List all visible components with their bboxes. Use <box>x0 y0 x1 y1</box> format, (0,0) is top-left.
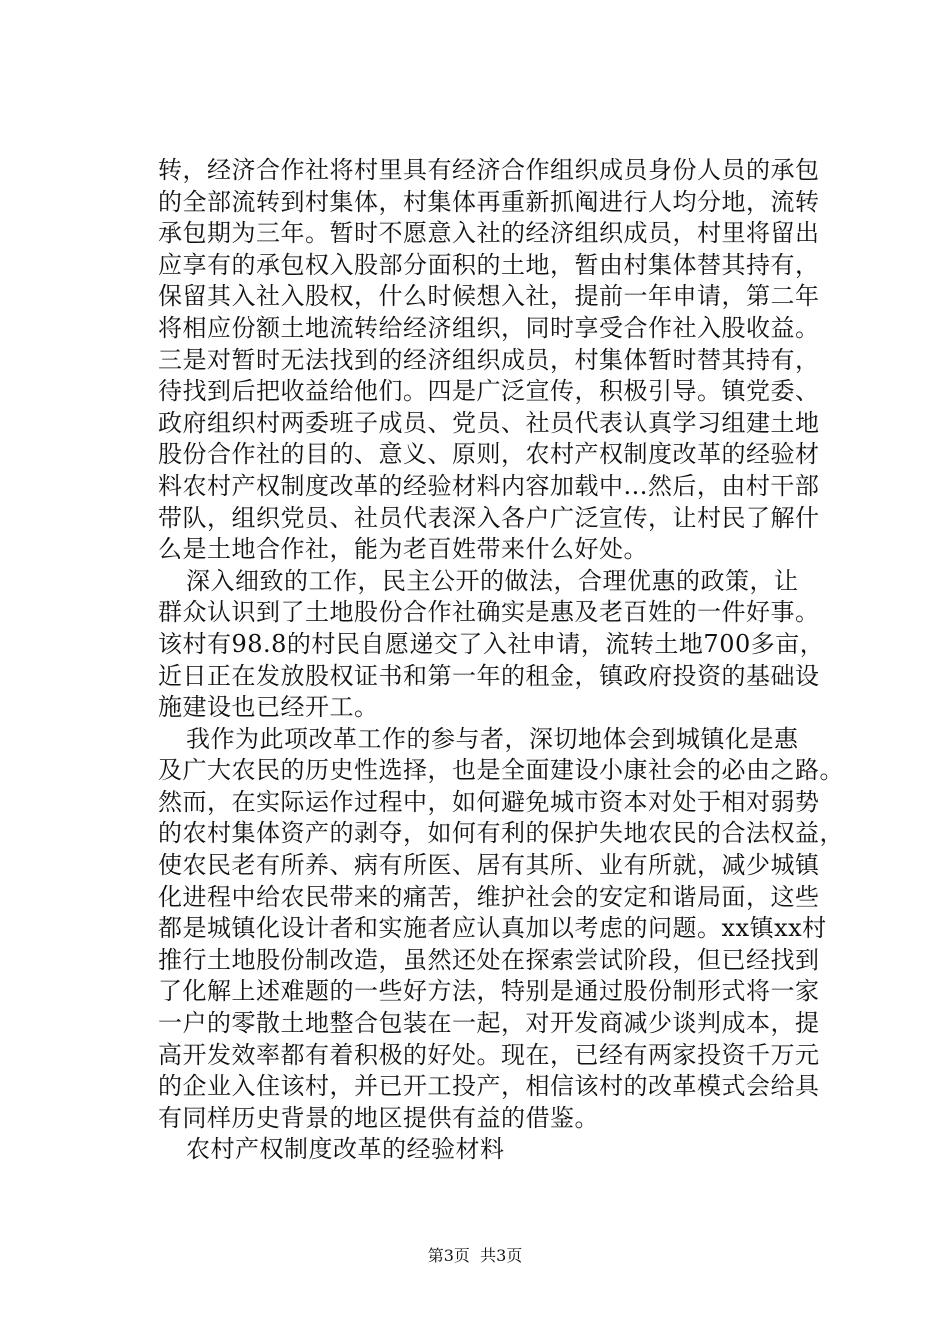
text-line: 的企业入住该村，并已开工投产，相信该村的改革模式会给具 <box>158 1072 820 1101</box>
text-line: 股份合作社的目的、意义、原则，农村产权制度改革的经验材 <box>158 440 820 469</box>
text-line: 施建设也已经开工。 <box>158 693 379 722</box>
text-line: 的农村集体资产的剥夺，如何有利的保护失地农民的合法权益， <box>158 819 844 848</box>
text-line: 将相应份额土地流转给经济组织，同时享受合作社入股收益。 <box>158 313 820 342</box>
paragraph <box>158 724 844 1135</box>
text-line: 应享有的承包权入股部分面积的土地，暂由村集体替其持有， <box>158 250 820 279</box>
text-line: 的全部流转到村集体，村集体再重新抓阄进行人均分地，流转 <box>158 187 820 216</box>
text-line: 推行土地股份制改造，虽然还处在探索尝试阶段，但已经找到 <box>158 945 820 974</box>
text-line: 深入细致的工作，民主公开的做法，合理优惠的政策，让 <box>186 566 799 595</box>
paragraph <box>158 155 820 566</box>
text-line: 转，经济合作社将村里具有经济合作组织成员身份人员的承包 <box>158 156 820 184</box>
text-line: 我作为此项改革工作的参与者，深切地体会到城镇化是惠 <box>186 724 799 753</box>
text-line: 及广大农民的历史性选择，也是全面建设小康社会的必由之路。 <box>158 756 844 785</box>
body-text <box>158 155 844 1166</box>
text-line: 高开发效率都有着积极的好处。现在，已经有两家投资千万元 <box>158 1040 820 1069</box>
text-line: 近日正在发放股权证书和第一年的租金，镇政府投资的基础设 <box>158 661 820 690</box>
text-line: 都是城镇化设计者和实施者应认真加以考虑的问题。xx镇xx村 <box>158 914 827 943</box>
text-line: 保留其入社入股权，什么时候想入社，提前一年申请，第二年 <box>158 282 820 311</box>
text-line: 化进程中给农民带来的痛苦，维护社会的安定和谐局面，这些 <box>158 882 820 911</box>
text-line: 农村产权制度改革的经验材料 <box>186 1135 505 1164</box>
text-line: 么是土地合作社，能为老百姓带来什么好处。 <box>158 535 648 564</box>
page-footer: 第3页 共3页 <box>427 1246 523 1265</box>
text-line: 了化解上述难题的一些好方法，特别是通过股份制形式将一家 <box>158 977 820 1006</box>
text-line: 带队，组织党员、社员代表深入各户广泛宣传，让村民了解什 <box>158 503 820 532</box>
text-line: 待找到后把收益给他们。四是广泛宣传，积极引导。镇党委、 <box>158 377 820 406</box>
text-line: 料农村产权制度改革的经验材料内容加载中...然后，由村干部 <box>158 471 820 500</box>
paragraph <box>158 566 825 724</box>
text-line: 群众认识到了土地股份合作社确实是惠及老百姓的一件好事。 <box>158 598 820 627</box>
text-line: 承包期为三年。暂时不愿意入社的经济组织成员，村里将留出 <box>158 219 820 248</box>
text-line: 政府组织村两委班子成员、党员、社员代表认真学习组建土地 <box>158 408 820 437</box>
text-line: 然而，在实际运作过程中，如何避免城市资本对处于相对弱势 <box>158 787 820 816</box>
text-line: 有同样历史背景的地区提供有益的借鉴。 <box>158 1103 599 1132</box>
text-line: 该村有98.8的村民自愿递交了入社申请，流转土地700多亩， <box>158 629 825 658</box>
text-line: 使农民老有所养、病有所医、居有其所、业有所就，减少城镇 <box>158 851 820 880</box>
text-line: 一户的零散土地整合包装在一起，对开发商减少谈判成本，提 <box>158 1009 820 1038</box>
text-line: 三是对暂时无法找到的经济组织成员，村集体暂时替其持有， <box>158 345 820 374</box>
paragraph <box>158 1134 798 1166</box>
